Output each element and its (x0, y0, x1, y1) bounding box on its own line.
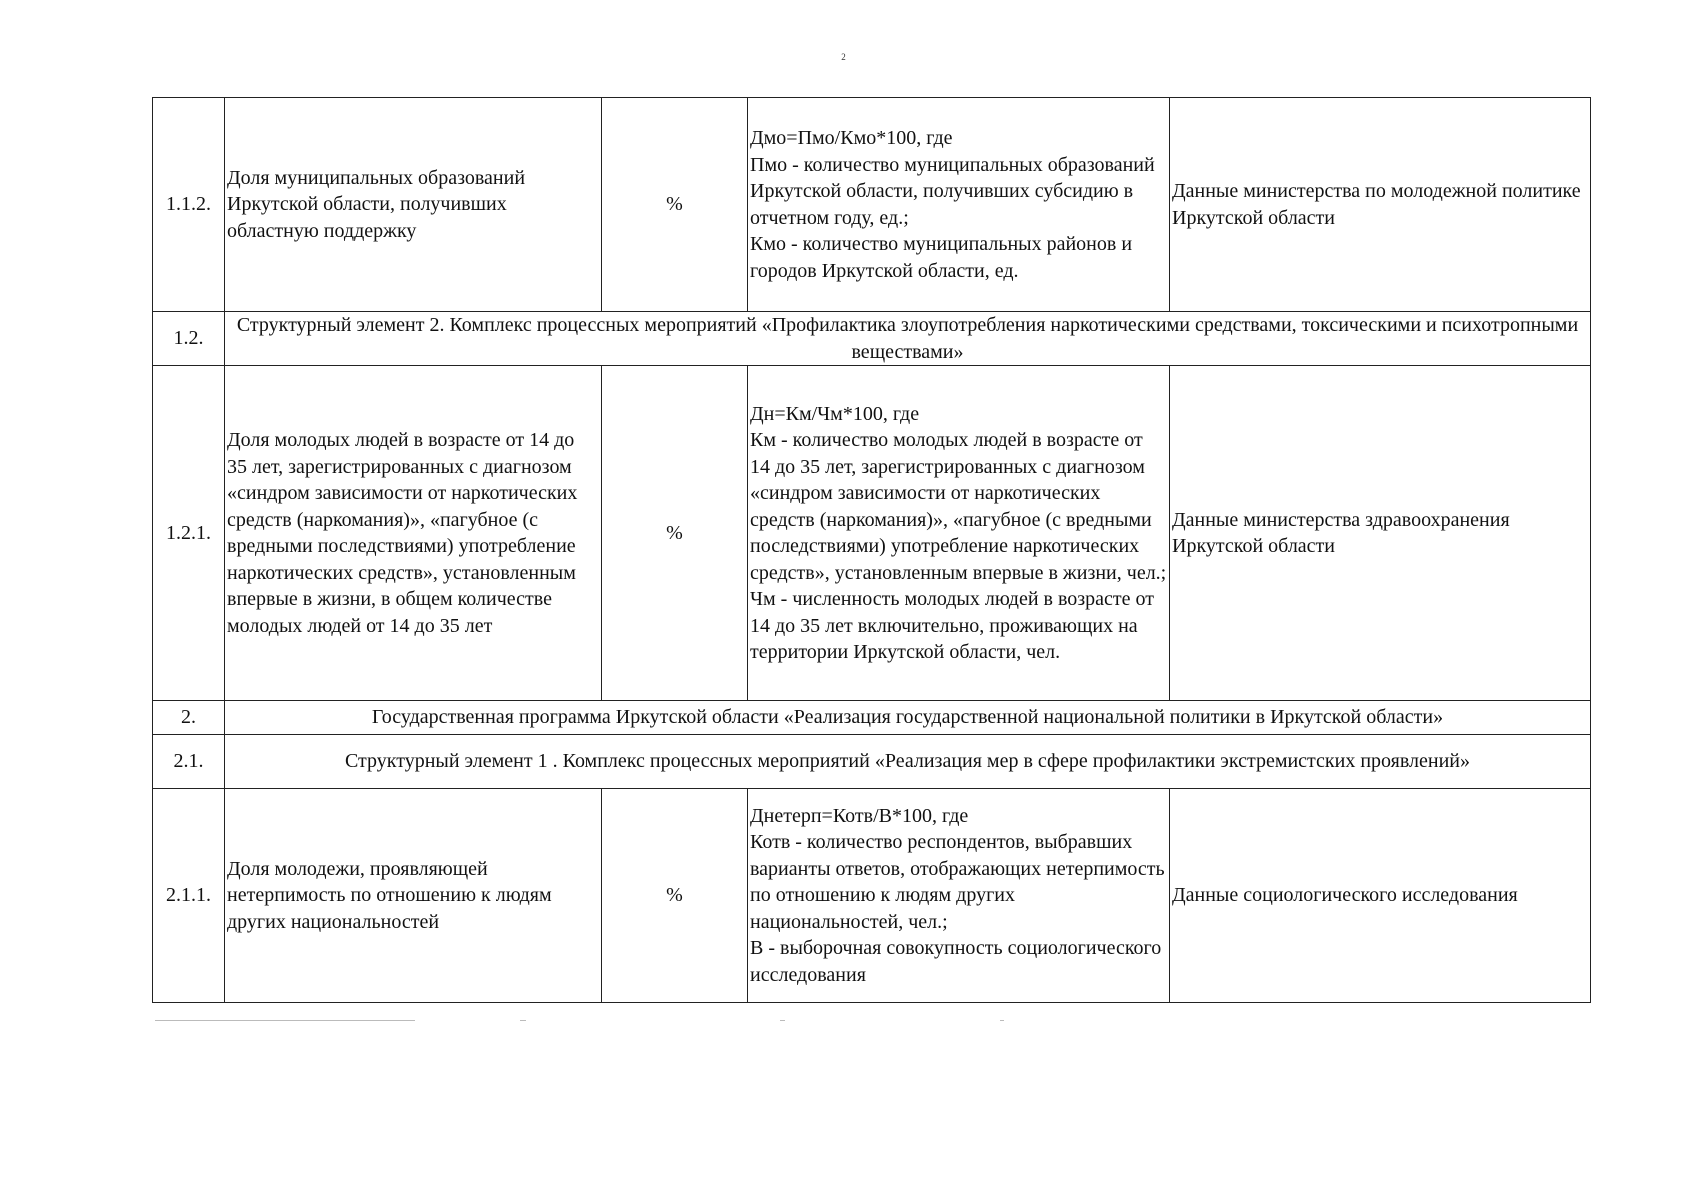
section-row (153, 701, 1591, 735)
section-row (153, 735, 1591, 789)
scan-artifact (155, 1020, 415, 1021)
indicator-name: Доля муниципальных образований Иркутской области, получивших областную поддержку (225, 98, 602, 312)
formula-line: Днетерп=Котв/В*100, где (750, 804, 969, 827)
formula-line: Дмо=Пмо/Кмо*100, где (750, 127, 953, 149)
formula-line: Пмо - количество муниципальных образований Иркутской области, получивших субсидию в отчетном году, ед.; (750, 153, 1155, 229)
scan-artifact (780, 1020, 785, 1021)
scan-artifact (520, 1020, 526, 1021)
unit-cell: % (602, 366, 748, 701)
formula-cell (748, 366, 1170, 701)
unit-cell: % (602, 789, 748, 1003)
formula-cell (748, 98, 1170, 312)
table-row (153, 789, 1591, 1003)
formula-line: Км - количество молодых людей в возрасте от 14 до 35 лет, зарегистрированных с диагнозом «синдром зависимости от наркотических средств (наркомания)», «пагубное (с вредными последствиями) употребление наркотических средств», установленным впервые в жизни, чел.; (750, 429, 1167, 584)
formula-line: Котв - количество респондентов, выбравших варианты ответов, отображающих нетерпимость по отношению к людям других национальностей, чел.; (750, 831, 1165, 933)
section-title: Государственная программа Иркутской области «Реализация государственной национальной политики в Иркутской области» (225, 701, 1591, 735)
indicator-name: Доля молодых людей в возрасте от 14 до 35 лет, зарегистрированных с диагнозом «синдром зависимости от наркотических средств (наркомания)», «пагубное (с вредными последствиями) употребление наркотических средств», установленным впервые в жизни, в общем количестве молодых людей от 14 до 35 лет (225, 366, 602, 701)
section-title: Структурный элемент 1 . Комплекс процессных мероприятий «Реализация мер в сфере профилактики экстремистских проявлений» (225, 735, 1591, 789)
page-number: 2 (841, 52, 846, 62)
row-number: 1.2.1. (153, 366, 225, 701)
section-row (153, 312, 1591, 366)
formula-line: Дн=Км/Чм*100, где (750, 402, 920, 425)
row-number: 1.2. (153, 312, 225, 366)
row-number: 2. (153, 701, 225, 735)
indicators-table (152, 97, 1591, 1003)
data-source: Данные министерства по молодежной политике Иркутской области (1170, 98, 1591, 312)
row-number: 1.1.2. (153, 98, 225, 312)
data-source: Данные министерства здравоохранения Иркутской области (1170, 366, 1591, 701)
scan-artifact (1000, 1020, 1004, 1021)
row-number: 2.1. (153, 735, 225, 789)
table-row (153, 98, 1591, 312)
formula-line: В - выборочная совокупность социологического исследования (750, 937, 1162, 986)
data-source: Данные социологического исследования (1170, 789, 1591, 1003)
unit-cell: % (602, 98, 748, 312)
row-number: 2.1.1. (153, 789, 225, 1003)
section-title: Структурный элемент 2. Комплекс процессных мероприятий «Профилактика злоупотребления наркотическими средствами, токсическими и психотропными веществами» (225, 312, 1591, 366)
table-row (153, 366, 1591, 701)
formula-line: Кмо - количество муниципальных районов и городов Иркутской области, ед. (750, 233, 1133, 282)
formula-line: Чм - численность молодых людей в возрасте от 14 до 35 лет включительно, проживающих на территории Иркутской области, чел. (750, 588, 1155, 663)
formula-cell (748, 789, 1170, 1003)
indicator-name: Доля молодежи, проявляющей нетерпимость по отношению к людям других национальностей (225, 789, 602, 1003)
